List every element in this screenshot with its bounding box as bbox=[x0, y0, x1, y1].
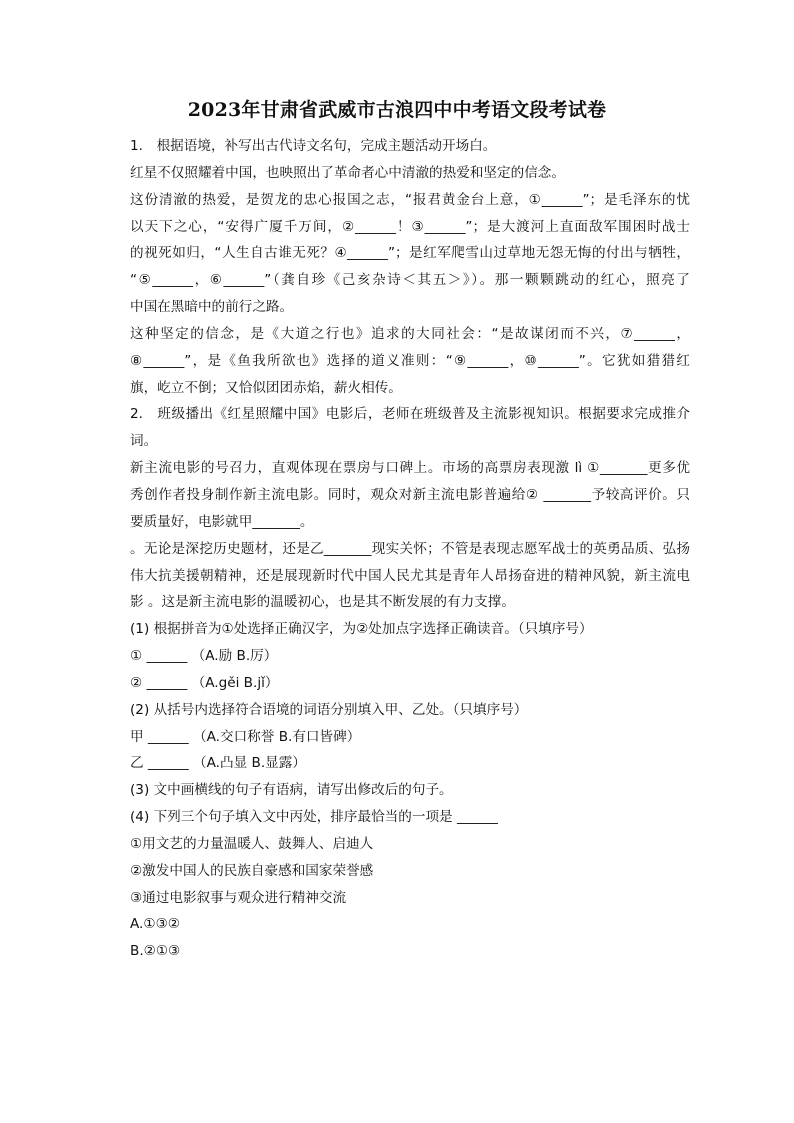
document-body bbox=[130, 133, 690, 965]
text-line: (2) 从括号内选择符合语境的词语分别填入甲、乙处。（只填序号） bbox=[130, 701, 528, 718]
text-line: 这份清澈的热爱，是贺龙的忠心报国之志，“报君黄金台上意，①______”；是毛泽东的忧 bbox=[130, 191, 690, 208]
text-line: ②激发中国人的民族自豪感和国家荣誉感 bbox=[130, 862, 374, 879]
text-line: ① ______ （A.励 B.厉） bbox=[130, 648, 278, 665]
text-line: (3) 文中画横线的句子有语病，请写出修改后的句子。 bbox=[130, 782, 453, 799]
text-line: 秀创作者投身制作新主流电影。同时，观众对新主流电影普遍给② _______予较高评价。只 bbox=[130, 486, 690, 503]
text-line: 要质量好，电影就甲_______。 bbox=[130, 513, 314, 530]
text-line: 影 。这是新主流电影的温暖初心，也是其不断发展的有力支撑。 bbox=[130, 594, 515, 611]
text-line: 甲 ______ （A.交口称誉 B.有口皆碑） bbox=[130, 728, 361, 745]
text-line: 新主流电影的号召力，直观体现在票房与口碑上。市场的高票房表现激 lì ①_______更多优 bbox=[130, 460, 690, 477]
text-line: ② ______ （A.gěi B.jǐ） bbox=[130, 674, 279, 691]
text-line: ③通过电影叙事与观众进行精神交流 bbox=[130, 889, 347, 906]
text-line: 这种坚定的信念，是《大道之行也》追求的大同社会：“是故谋闭而不兴，⑦______， bbox=[130, 325, 690, 342]
text-line: A.①③② bbox=[130, 916, 180, 933]
text-line: ①用文艺的力量温暖人、鼓舞人、启迪人 bbox=[130, 835, 374, 852]
text-line: 词。 bbox=[130, 433, 158, 450]
text-line: (1) 根据拼音为①处选择正确汉字，为②处加点字选择正确读音。（只填序号） bbox=[130, 621, 593, 638]
text-line: 。无论是深挖历史题材，还是乙_______现实关怀；不管是表现志愿军战士的英勇品质、弘扬 bbox=[130, 540, 690, 557]
text-line: “⑤______，⑥______”（龚自珍《己亥杂诗＜其五＞》）。那一颗颗跳动的红心，照亮了 bbox=[130, 272, 690, 289]
text-line: 以天下之心，“安得广厦千万间，②______！③______”；是大渡河上直面敌军围困时战士 bbox=[130, 218, 690, 235]
text-line: 旗，屹立不倒；又恰似团团赤焰，薪火相传。 bbox=[130, 379, 402, 396]
text-line: 中国在黑暗中的前行之路。 bbox=[130, 299, 294, 316]
text-line: 的视死如归，“人生自古谁无死？④______”；是红军爬雪山过草地无怨无悔的付出与牺牲， bbox=[130, 245, 690, 262]
text-line: (4) 下列三个句子填入文中丙处，排序最恰当的一项是 ______ bbox=[130, 809, 498, 826]
page-title: 2023年甘肃省武威市古浪四中中考语文段考试卷 bbox=[187, 99, 607, 121]
text-line: 伟大抗美援朝精神，还是展现新时代中国人民尤其是青年人昂扬奋进的精神风貌，新主流电 bbox=[130, 567, 690, 584]
text-line: 1. 根据语境，补写出古代诗文名句，完成主题活动开场白。 bbox=[130, 138, 497, 154]
text-line: ⑧______”，是《鱼我所欲也》选择的道义准则：“⑨______，⑩______”。它犹如猎猎红 bbox=[130, 352, 690, 369]
text-line: 红星不仅照耀着中国，也映照出了革命者心中清澈的热爱和坚定的信念。 bbox=[130, 164, 565, 181]
text-line: 2. 班级播出《红星照耀中国》电影后，老师在班级普及主流影视知识。根据要求完成推介 bbox=[130, 406, 690, 423]
text-line: B.②①③ bbox=[130, 943, 181, 960]
text-line: 乙 ______ （A.凸显 B.显露） bbox=[130, 755, 306, 772]
